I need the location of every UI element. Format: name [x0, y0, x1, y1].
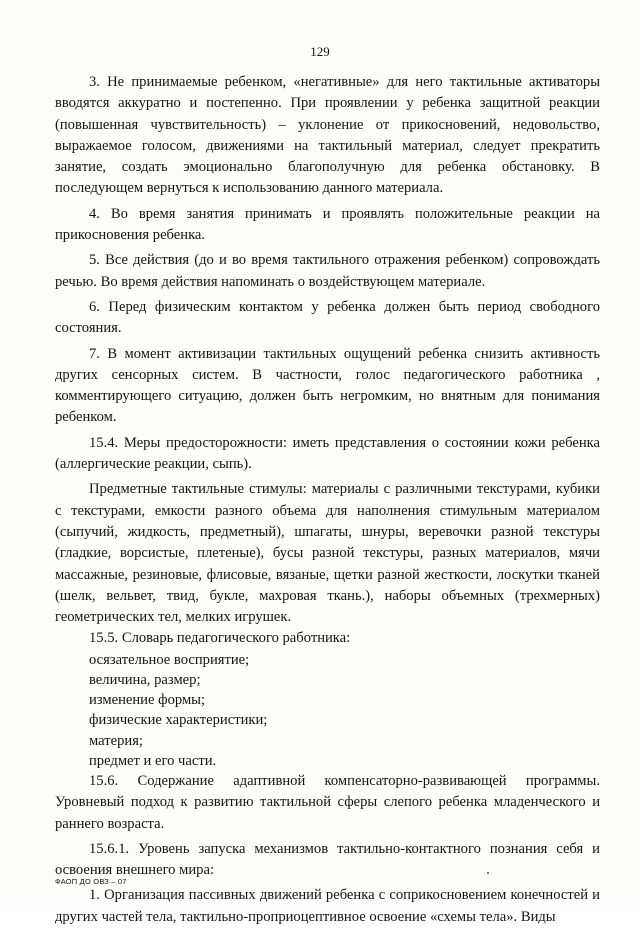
paragraph-precautions: 15.4. Меры предосторожности: иметь представления о состоянии кожи ребенка (аллергические реакции, сыпь).: [55, 434, 600, 473]
dictionary-item: физические характеристики;: [89, 712, 268, 729]
page-number: 129: [310, 44, 330, 59]
paragraph-reduce-sensory: 7. В момент активизации тактильных ощущений ребенка снизить активность других сенсорных систем. В частности, голос педагогического работника , комментирующего ситуацию, должен быть негромким, но внятным для понимания ребенком.: [55, 345, 600, 426]
paragraph-tactile-stimuli: Предметные тактильные стимулы: материалы с различными текстурами, кубики с текстурами, емкости разного объема для наполнения стимульным материалом (сыпучий, жидкость, предметный), шпагаты, шнуры, веревочки разной текстуры (гладкие, ворсистые, плетеные), бусы разной текстуры, разных материалов, мячи массажные, резиновые, флисовые, вязаные, щетки разной жесткости, лоскутки тканей (шелк, вельвет, твид, букле, махровая ткань.), наборы объемных (трехмерных) геометрических тел, мелких игрушек.: [55, 481, 600, 626]
paragraph-level-launch: 15.6.1. Уровень запуска механизмов тактильно-контактного познания себя и освоения внешнего мира:: [55, 840, 600, 879]
scan-speck: [487, 872, 489, 874]
paragraph-free-state: 6. Перед физическим контактом у ребенка должен быть период свободного состояния.: [55, 298, 600, 337]
paragraph-negative-activators: 3. Не принимаемые ребенком, «негативные» для него тактильные активаторы вводятся аккуратно и постепенно. При проявлении у ребенка защитной реакции (повышенная чувствительность) – уклонение от прикосновений, недовольство, выражаемое голосом, движениями на тактильный материал, следует прекратить занятие, создать эмоционально благополучную для ребенка обстановку. В последующем вернуться к использованию данного материала.: [55, 74, 600, 197]
paragraph-speech-accompaniment: 5. Все действия (до и во время тактильного отражения ребенком) сопровождать речью. Во время действия напоминать о воздействующем материале.: [55, 252, 600, 290]
paragraph-program-content: 15.6. Содержание адаптивной компенсаторно-развивающей программы. Уровневый подход к развитию тактильной сферы слепого ребенка младенческого и раннего возраста.: [55, 772, 600, 832]
footer-document-code: ФАОП ДО ОВЗ – 07: [55, 877, 127, 886]
dictionary-item: изменение формы;: [89, 692, 206, 709]
dictionary-heading: 15.5. Словарь педагогического работника:: [89, 630, 351, 647]
paragraph-passive-movements: 1. Организация пассивных движений ребенка с соприкосновением конечностей и других частей тела, тактильно-проприоцептивное освоение «схемы тела». Виды: [55, 887, 600, 925]
paragraph-positive-reactions: 4. Во время занятия принимать и проявлять положительные реакции на прикосновения ребенка.: [55, 205, 600, 244]
body-text: [55, 72, 600, 928]
dictionary-item: величина, размер;: [89, 671, 201, 688]
dictionary-item: предмет и его части.: [89, 752, 217, 769]
dictionary-item: осязательное восприятие;: [89, 651, 250, 668]
dictionary-item: материя;: [89, 732, 143, 749]
dictionary-list: [55, 650, 600, 771]
